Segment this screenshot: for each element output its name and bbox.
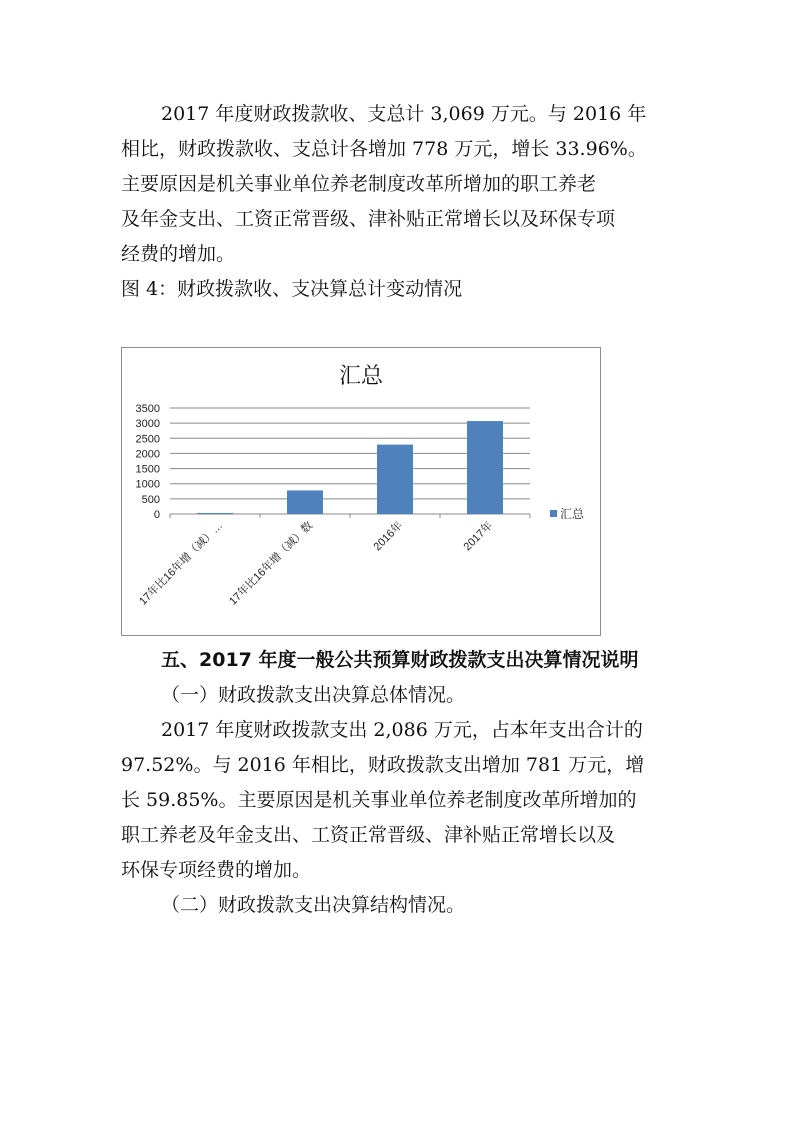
legend-label: 汇总 <box>560 507 585 521</box>
x-tick-label: 17年比16年增（减）… <box>137 519 226 608</box>
x-tick-label: 17年比16年增（减）数 <box>227 519 316 608</box>
subheading-2: （二）财政拨款支出决算结构情况。 <box>161 894 466 916</box>
paragraph-line: 2017 年度财政拨款收、支总计 3,069 万元。与 2016 年 <box>161 103 647 125</box>
x-axis-labels <box>136 518 495 607</box>
legend <box>550 507 585 521</box>
paragraph-line: 及年金支出、工资正常晋级、津补贴正常增长以及环保专项 <box>121 208 616 230</box>
y-axis-ticks <box>136 403 160 521</box>
section-heading-text: 五、2017 年度一般公共预算财政拨款支出决算情况说明 <box>161 649 639 671</box>
legend-swatch <box>550 510 557 517</box>
paragraph-overall <box>121 678 681 923</box>
bars <box>197 421 503 514</box>
paragraph-line: 主要原因是机关事业单位养老制度改革所增加的职工养老 <box>121 173 597 195</box>
paragraph-line: 97.52%。与 2016 年相比，财政拨款支出增加 781 万元，增 <box>121 754 645 776</box>
bar <box>377 445 413 514</box>
paragraph-line: 长 59.85%。主要原因是机关事业单位养老制度改革所增加的 <box>121 789 637 811</box>
bar <box>197 513 233 514</box>
y-tick-label: 1000 <box>135 478 160 491</box>
bar-chart <box>122 348 600 635</box>
bar <box>287 490 323 514</box>
x-tick-label: 2017年 <box>461 519 496 554</box>
y-tick-label: 0 <box>153 509 160 521</box>
paragraph-line: 2017 年度财政拨款支出 2,086 万元，占本年支出合计的 <box>161 719 643 741</box>
paragraph-line: 职工养老及年金支出、工资正常晋级、津补贴正常增长以及 <box>121 824 616 846</box>
paragraph-summary <box>121 97 681 307</box>
paragraph-line: 相比，财政拨款收、支总计各增加 778 万元，增长 33.96%。 <box>121 138 647 160</box>
y-tick-label: 3500 <box>135 403 160 415</box>
section-heading <box>161 643 701 678</box>
y-tick-label: 3000 <box>135 418 160 431</box>
y-tick-label: 1500 <box>135 463 160 476</box>
subheading-1: （一）财政拨款支出决算总体情况。 <box>161 684 466 706</box>
figure-caption: 图 4：财政拨款收、支决算总计变动情况 <box>121 278 463 300</box>
bar <box>467 421 503 514</box>
chart-title: 汇总 <box>338 364 384 389</box>
paragraph-line: 经费的增加。 <box>121 243 236 265</box>
y-tick-label: 500 <box>141 493 160 506</box>
x-axis <box>170 514 530 518</box>
y-tick-label: 2000 <box>135 448 160 461</box>
y-tick-label: 2500 <box>135 433 160 446</box>
chart-container <box>121 347 601 636</box>
x-tick-label: 2016年 <box>371 519 406 554</box>
paragraph-line: 环保专项经费的增加。 <box>121 859 312 881</box>
